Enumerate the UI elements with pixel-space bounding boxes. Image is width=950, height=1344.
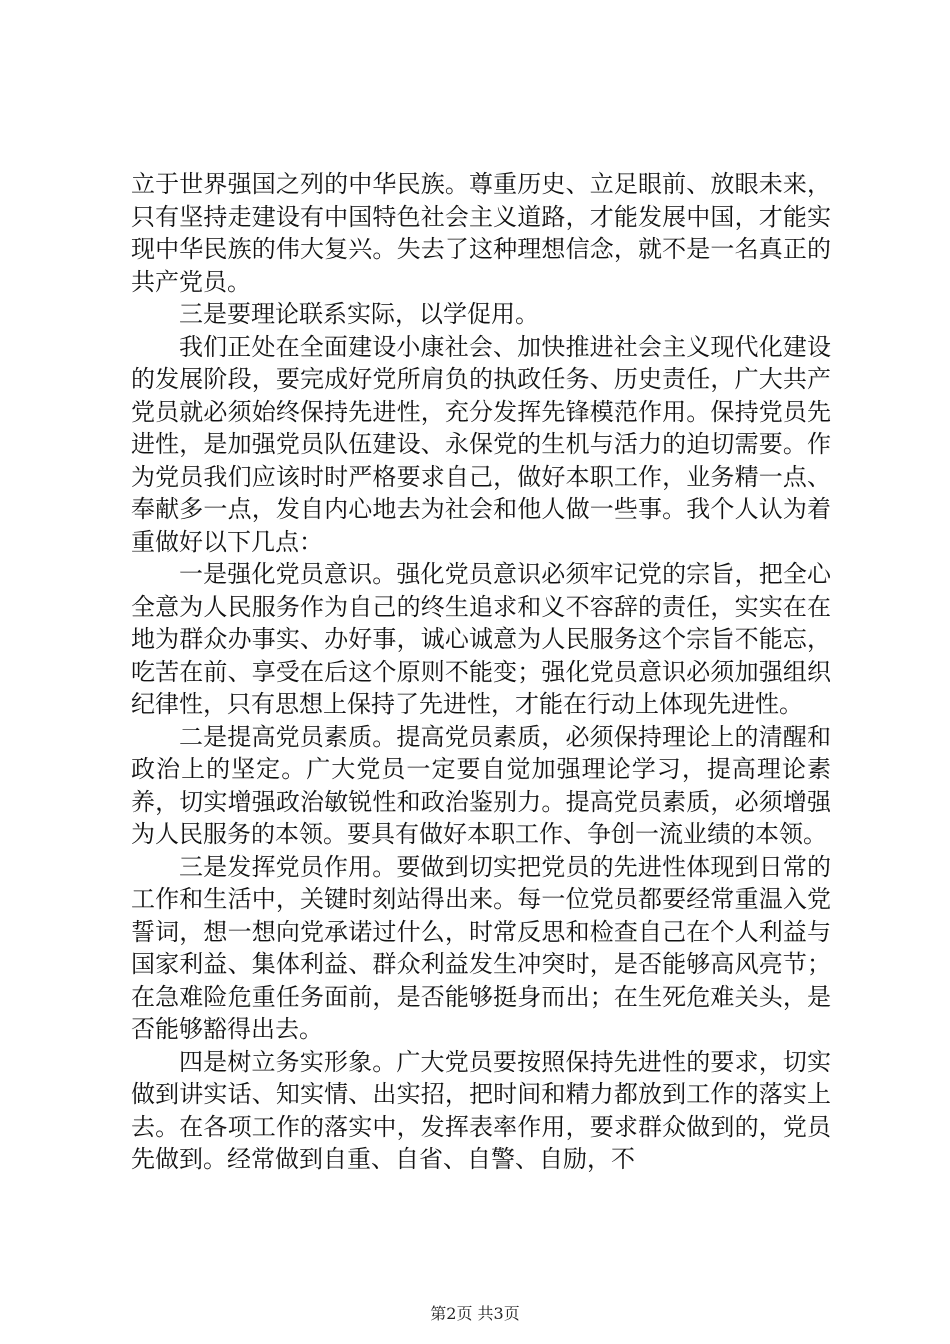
document-body <box>131 168 831 1176</box>
paragraph-7: 四是树立务实形象。广大党员要按照保持先进性的要求，切实做到讲实话、知实情、出实招，把时间和精力都放到工作的落实上去。在各项工作的落实中，发挥表率作用，要求群众做到的，党员先做到。经常做到自重、自省、自警、自励，不 <box>131 1047 831 1173</box>
paragraph-2: 三是要理论联系实际，以学促用。 <box>179 300 539 328</box>
paragraph-5: 二是提高党员素质。提高党员素质，必须保持理论上的清醒和政治上的坚定。广大党员一定要自觉加强理论学习，提高理论素养，切实增强政治敏锐性和政治鉴别力。提高党员素质，必须增强为人民服务的本领。要具有做好本职工作、争创一流业绩的本领。 <box>131 722 831 848</box>
paragraph-3: 我们正处在全面建设小康社会、加快推进社会主义现代化建设的发展阶段，要完成好党所肩负的执政任务、历史责任，广大共产党员就必须始终保持先进性，充分发挥先锋模范作用。保持党员先进性，是加强党员队伍建设、永保党的生机与活力的迫切需要。作为党员我们应该时时严格要求自己，做好本职工作，业务精一点、奉献多一点，发自内心地去为社会和他人做一些事。我个人认为着重做好以下几点： <box>131 332 831 556</box>
paragraph-6: 三是发挥党员作用。要做到切实把党员的先进性体现到日常的工作和生活中，关键时刻站得出来。每一位党员都要经常重温入党誓词，想一想向党承诺过什么，时常反思和检查自己在个人利益与国家利益、集体利益、群众利益发生冲突时，是否能够高风亮节；在急难险危重任务面前，是否能够挺身而出；在生死危难关头，是否能够豁得出去。 <box>131 852 831 1043</box>
paragraph-4: 一是强化党员意识。强化党员意识必须牢记党的宗旨，把全心全意为人民服务作为自己的终生追求和义不容辞的责任，实实在在地为群众办事实、办好事，诚心诚意为人民服务这个宗旨不能忘，吃苦在前、享受在后这个原则不能变；强化党员意识必须加强组织纪律性，只有思想上保持了先进性，才能在行动上体现先进性。 <box>131 560 831 718</box>
paragraph-1: 立于世界强国之列的中华民族。尊重历史、立足眼前、放眼未来，只有坚持走建设有中国特色社会主义道路，才能发展中国，才能实现中华民族的伟大复兴。失去了这种理想信念，就不是一名真正的共产党员。 <box>131 170 831 296</box>
page-number-footer: 第2页 共3页 <box>430 1304 520 1323</box>
